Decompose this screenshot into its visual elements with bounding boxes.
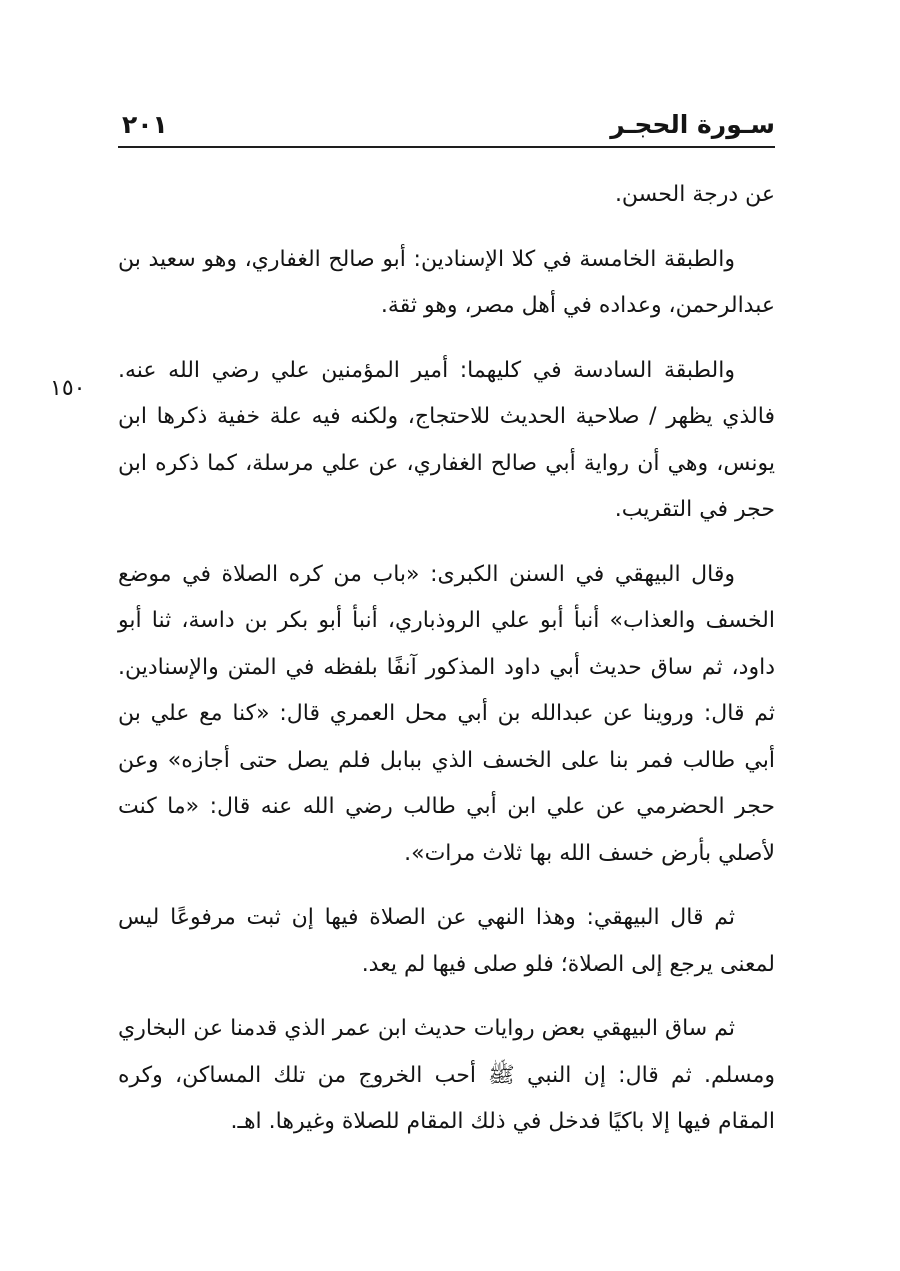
paragraph: ثم قال البيهقي: وهذا النهي عن الصلاة فيها إن ثبت مرفوعًا ليس لمعنى يرجع إلى الصلاة؛ فلو صلى فيها لم يعد. (118, 905, 775, 977)
paragraph: ثم ساق البيهقي بعض روايات حديث ابن عمر الذي قدمنا عن البخاري ومسلم. ثم قال: إن النبي ﷺ أحب الخروج من تلك المساكن، وكره المقام فيها إلا باكيًا فدخل في ذلك المقام للصلاة وغيرها. اهـ. (118, 1016, 775, 1134)
margin-page-reference: ١٥٠ (50, 376, 86, 401)
paragraph: والطبقة الخامسة في كلا الإسنادين: أبو صالح الغفاري، وهو سعيد بن عبدالرحمن، وعداده في أهل مصر، وهو ثقة. (118, 246, 775, 318)
paragraph: عن درجة الحسن. (614, 182, 775, 207)
chapter-title: سـورة الحجـر (610, 110, 775, 139)
paragraph: وقال البيهقي في السنن الكبرى: «باب من كره الصلاة في موضع الخسف والعذاب» أنبأ أبو علي الروذباري، أنبأ أبو بكر بن داسة، ثنا أبو داود، ثم ساق حديث أبي داود المذكور آنفًا بلفظه في المتن والإسنادين. ثم قال: وروينا عن عبدالله بن أبي محل العمري قال: «كنا مع علي بن أبي طالب فمر بنا على الخسف الذي ببابل فلم يصل حتى أجازه» وعن حجر الحضرمي عن علي ابن أبي طالب رضي الله عنه قال: «ما كنت لأصلي بأرض خسف الله بها ثلاث مرات». (118, 561, 775, 866)
paragraph: والطبقة السادسة في كليهما: أمير المؤمنين علي رضي الله عنه. فالذي يظهر / صلاحية الحديث للاحتجاج، ولكنه فيه علة خفية ذكرها ابن يونس، وهي أن رواية أبي صالح الغفاري، عن علي مرسلة، كما ذكره ابن حجر في التقريب. (118, 357, 775, 522)
body-text (118, 172, 775, 1164)
page-header (118, 106, 775, 148)
page-number: ٢٠١ (122, 110, 168, 139)
